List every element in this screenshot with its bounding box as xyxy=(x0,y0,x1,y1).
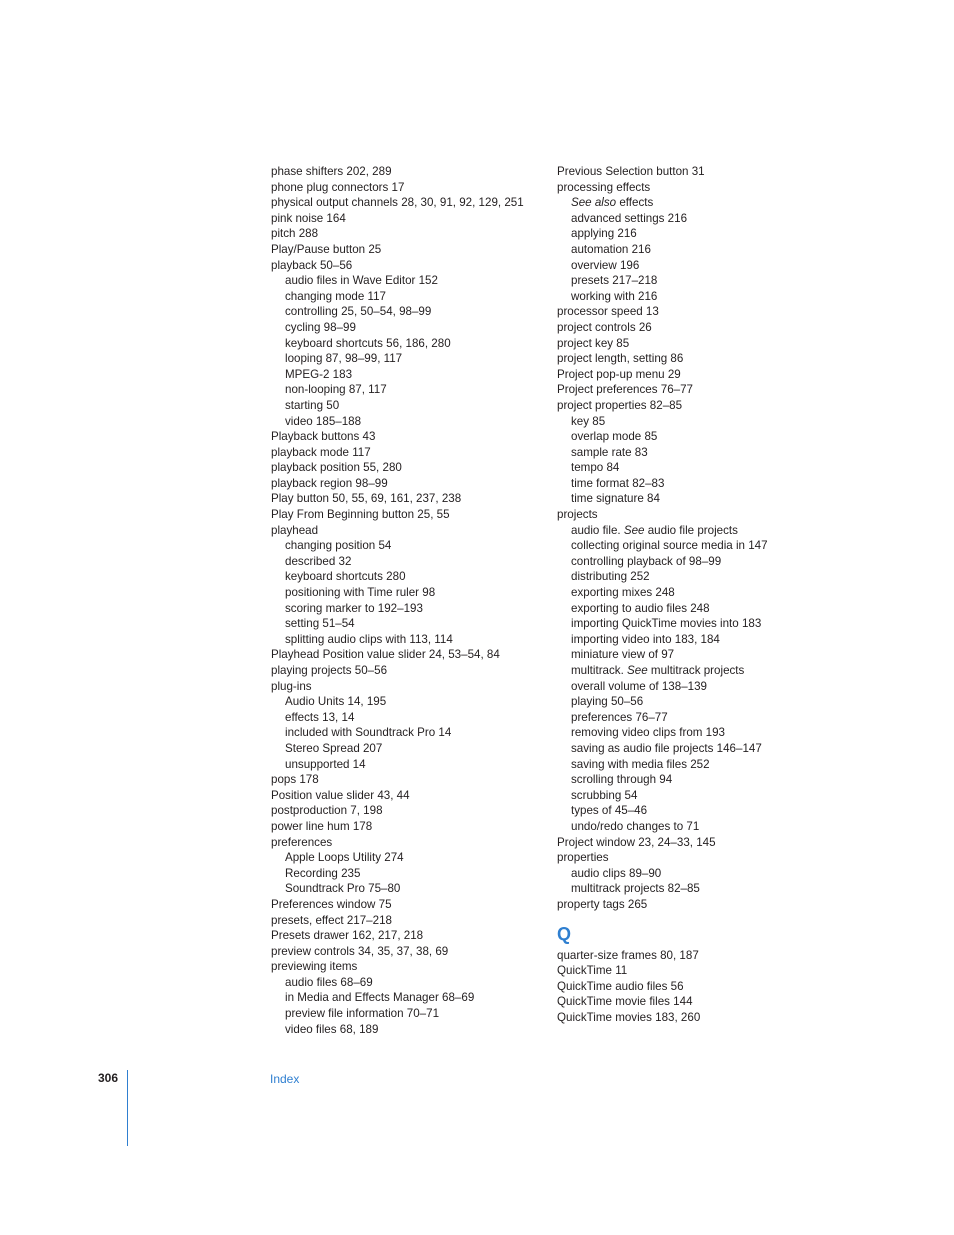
index-subentry: sample rate 83 xyxy=(571,445,648,459)
index-subentry: setting 51–54 xyxy=(285,617,355,631)
index-subentry: multitrack projects 82–85 xyxy=(571,882,700,896)
index-subentry: Stereo Spread 207 xyxy=(285,741,383,755)
index-entry: Presets drawer 162, 217, 218 xyxy=(271,929,424,943)
index-subentry: preview file information 70–71 xyxy=(285,1007,440,1021)
index-column-right xyxy=(557,164,817,1025)
index-entry: Play From Beginning button 25, 55 xyxy=(271,508,450,522)
index-entry: property tags 265 xyxy=(557,897,648,911)
index-entry: QuickTime movies 183, 260 xyxy=(557,1010,701,1024)
index-entry: playback 50–56 xyxy=(271,258,353,272)
index-subentry: overlap mode 85 xyxy=(571,430,658,444)
index-subentry: scoring marker to 192–193 xyxy=(285,601,423,615)
index-subentry: key 85 xyxy=(571,414,606,428)
index-subentry: Recording 235 xyxy=(285,866,361,880)
index-entry: Position value slider 43, 44 xyxy=(271,788,410,802)
index-subentry: advanced settings 216 xyxy=(571,211,688,225)
index-subentry: included with Soundtrack Pro 14 xyxy=(285,726,452,740)
index-entry: project key 85 xyxy=(557,336,630,350)
index-subentry: working with 216 xyxy=(571,289,658,303)
index-entry: plug-ins xyxy=(271,679,312,693)
index-subentry: importing QuickTime movies into 183 xyxy=(571,617,762,631)
index-subentry: overall volume of 138–139 xyxy=(571,679,707,693)
index-subentry: saving as audio file projects 146–147 xyxy=(571,741,762,755)
index-subentry: Apple Loops Utility 274 xyxy=(285,851,404,865)
index-entry: pops 178 xyxy=(271,773,319,787)
index-entry: QuickTime 11 xyxy=(557,964,628,978)
index-subentry: undo/redo changes to 71 xyxy=(571,819,700,833)
index-entry: project properties 82–85 xyxy=(557,398,683,412)
index-entry: Project preferences 76–77 xyxy=(557,383,693,397)
index-subentry: miniature view of 97 xyxy=(571,648,675,662)
index-entry: Previous Selection button 31 xyxy=(557,165,705,178)
index-subentry: exporting mixes 248 xyxy=(571,586,675,600)
index-subentry: audio files in Wave Editor 152 xyxy=(285,274,438,288)
index-entry: Playback buttons 43 xyxy=(271,430,376,444)
index-subentry: splitting audio clips with 113, 114 xyxy=(285,632,453,646)
index-subentry: controlling 25, 50–54, 98–99 xyxy=(285,305,432,319)
index-subentry: keyboard shortcuts 280 xyxy=(285,570,406,584)
index-subentry: tempo 84 xyxy=(571,461,620,475)
index-subentry: presets 217–218 xyxy=(571,274,658,288)
index-subentry: scrubbing 54 xyxy=(571,788,638,802)
index-subentry: time format 82–83 xyxy=(571,476,665,490)
index-subentry: controlling playback of 98–99 xyxy=(571,554,722,568)
index-subentry: collecting original source media in 147 xyxy=(571,539,768,553)
footer-section-title: Index xyxy=(270,1072,300,1086)
index-entry: postproduction 7, 198 xyxy=(271,804,383,818)
index-entry: processing effects xyxy=(557,180,651,194)
footer-divider xyxy=(127,1070,128,1146)
index-entry: properties xyxy=(557,851,609,865)
index-entry: preview controls 34, 35, 37, 38, 69 xyxy=(271,944,449,958)
index-subentry: time signature 84 xyxy=(571,492,660,506)
index-subentry: starting 50 xyxy=(285,398,340,412)
index-subentry xyxy=(557,663,817,679)
index-subentry: positioning with Time ruler 98 xyxy=(285,586,436,600)
index-entry: previewing items xyxy=(271,960,358,974)
index-entry: preferences xyxy=(271,835,333,849)
index-subentry: overview 196 xyxy=(571,258,640,272)
index-subentry: preferences 76–77 xyxy=(571,710,668,724)
index-entry: playhead xyxy=(271,523,319,537)
index-entry: Playhead Position value slider 24, 53–54, 84 xyxy=(271,648,500,662)
index-entry: processor speed 13 xyxy=(557,305,659,319)
index-entry: presets, effect 217–218 xyxy=(271,913,392,927)
index-subentry: playing 50–56 xyxy=(571,695,644,709)
index-subentry: non-looping 87, 117 xyxy=(285,383,387,397)
index-entry: phone plug connectors 17 xyxy=(271,180,405,194)
index-subentry: audio clips 89–90 xyxy=(571,866,662,880)
index-entry: pink noise 164 xyxy=(271,211,346,225)
index-subentry: effects 13, 14 xyxy=(285,710,355,724)
index-entry: QuickTime audio files 56 xyxy=(557,979,684,993)
index-entry: phase shifters 202, 289 xyxy=(271,165,392,178)
index-entry: project controls 26 xyxy=(557,320,652,334)
index-subentry: types of 45–46 xyxy=(571,804,648,818)
index-entry: pitch 288 xyxy=(271,227,319,241)
index-cross-reference: See also xyxy=(571,196,617,210)
index-subentry: described 32 xyxy=(285,554,352,568)
page-number: 306 xyxy=(98,1071,119,1085)
index-column-left xyxy=(271,164,541,1037)
index-entry: playback mode 117 xyxy=(271,445,371,459)
index-cross-reference: See xyxy=(623,523,645,537)
index-subentry: distributing 252 xyxy=(571,570,650,584)
index-subentry: video 185–188 xyxy=(285,414,362,428)
index-subentry: changing mode 117 xyxy=(285,289,386,303)
index-subentry: MPEG-2 183 xyxy=(285,367,353,381)
index-entry: project length, setting 86 xyxy=(557,352,684,366)
index-subentry: importing video into 183, 184 xyxy=(571,632,720,646)
index-entry: power line hum 178 xyxy=(271,819,373,833)
index-subentry: unsupported 14 xyxy=(285,757,366,771)
index-section-letter: Q xyxy=(557,923,572,944)
index-entry-lead: audio file. xyxy=(571,523,624,537)
index-entry: quarter-size frames 80, 187 xyxy=(557,948,699,962)
index-entry: projects xyxy=(557,508,598,522)
index-entry: physical output channels 28, 30, 91, 92, 129, 251 xyxy=(271,196,524,210)
index-entry: Project window 23, 24–33, 145 xyxy=(557,835,716,849)
index-entry-text: effects xyxy=(616,196,654,210)
index-subentry: applying 216 xyxy=(571,227,637,241)
index-entry-text: multitrack projects xyxy=(647,664,745,677)
index-entry: Preferences window 75 xyxy=(271,897,392,911)
index-subentry: saving with media files 252 xyxy=(571,757,710,771)
index-subentry: video files 68, 189 xyxy=(285,1022,379,1036)
index-subentry: keyboard shortcuts 56, 186, 280 xyxy=(285,336,451,350)
index-entry: QuickTime movie files 144 xyxy=(557,995,693,1009)
index-subentry: audio files 68–69 xyxy=(285,975,373,989)
index-subentry: Audio Units 14, 195 xyxy=(285,695,387,709)
index-subentry: in Media and Effects Manager 68–69 xyxy=(285,991,475,1005)
index-entry: Play/Pause button 25 xyxy=(271,242,382,256)
index-subentry: removing video clips from 193 xyxy=(571,726,726,740)
index-entry: Play button 50, 55, 69, 161, 237, 238 xyxy=(271,492,462,506)
index-entry-lead: multitrack. xyxy=(571,664,628,677)
index-subentry: cycling 98–99 xyxy=(285,320,356,334)
index-cross-reference: See xyxy=(627,664,648,677)
index-subentry: automation 216 xyxy=(571,242,651,256)
index-entry: playing projects 50–56 xyxy=(271,664,388,677)
index-subentry: changing position 54 xyxy=(285,539,392,553)
index-entry: playback region 98–99 xyxy=(271,476,388,490)
index-subentry xyxy=(557,195,817,211)
index-entry: Project pop-up menu 29 xyxy=(557,367,681,381)
index-subentry xyxy=(557,523,817,539)
index-subentry: looping 87, 98–99, 117 xyxy=(285,352,403,366)
index-entry-text: audio file projects xyxy=(644,523,738,537)
index-entry: playback position 55, 280 xyxy=(271,461,402,475)
index-subentry: Soundtrack Pro 75–80 xyxy=(285,882,401,896)
index-subentry: exporting to audio files 248 xyxy=(571,601,710,615)
index-subentry: scrolling through 94 xyxy=(571,773,673,787)
